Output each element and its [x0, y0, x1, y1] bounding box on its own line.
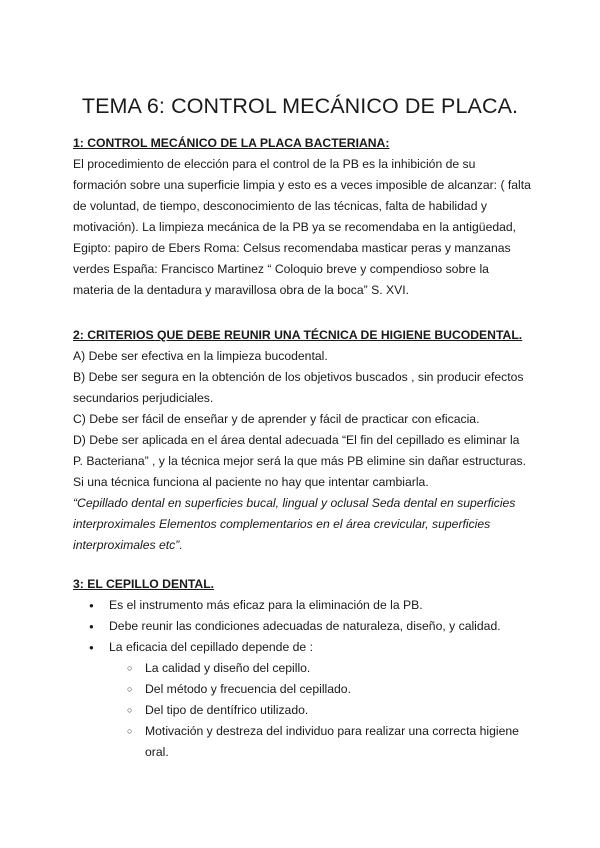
sub-bullet-item: ○ La calidad y diseño del cepillo. [73, 658, 543, 679]
paragraph-line: formación sobre una superficie limpia y esto es a veces imposible de alcanzar: ( falta [73, 178, 531, 192]
criterion-line: D) Debe ser aplicada en el área dental adecuada “El fin del cepillado es eliminar la [73, 433, 520, 447]
criterion-line: Si una técnica funciona al paciente no hay que intentar cambiarla. [73, 475, 429, 489]
bullet-item: ● La eficacia del cepillado depende de : [73, 637, 543, 658]
section-heading-2: 2: CRITERIOS QUE DEBE REUNIR UNA TÉCNICA DE HIGIENE BUCODENTAL. [73, 328, 523, 342]
sub-bullet-item: ○ Motivación y destreza del individuo para realizar una correcta higiene [73, 721, 543, 742]
section-heading-3: 3: EL CEPILLO DENTAL. [73, 577, 215, 591]
italic-note-line: interproximales etc”. [73, 538, 183, 552]
sub-bullet-list [73, 658, 543, 742]
bullet-item: ● Es el instrumento más eficaz para la eliminación de la PB. [73, 595, 543, 616]
sub-bullet-item: ○ Del tipo de dentífrico utilizado. [73, 700, 543, 721]
paragraph-line: de voluntad, de tiempo, desconocimiento de las técnicas, falta de habilidad y [73, 199, 487, 213]
bullet-item: ● Debe reunir las condiciones adecuadas de naturaleza, diseño, y calidad. [73, 616, 543, 637]
sub-bullet-continuation: oral. [145, 745, 169, 759]
paragraph-line: materia de la dentadura y maravillosa obra de la boca” S. XVI. [73, 283, 410, 297]
criterion-line: B) Debe ser segura en la obtención de los objetivos buscados , sin producir efectos [73, 370, 524, 384]
bullet-list [73, 595, 543, 658]
criterion-line: secundarios perjudiciales. [73, 391, 214, 405]
page-title: TEMA 6: CONTROL MECÁNICO DE PLACA. [81, 94, 519, 118]
criterion-line: C) Debe ser fácil de enseñar y de aprender y fácil de practicar con eficacia. [73, 412, 480, 426]
criterion-line: P. Bacteriana” , y la técnica mejor será la que más PB elimine sin dañar estructuras. [73, 454, 526, 468]
paragraph-line: verdes España: Francisco Martinez “ Coloquio breve y compendioso sobre la [73, 262, 489, 276]
section-cepillo-dental [73, 574, 543, 763]
paragraph-line: El procedimiento de elección para el control de la PB es la inhibición de su [73, 157, 476, 171]
section-control-mecanico [73, 133, 543, 301]
paragraph-line: motivación). La limpieza mecánica de la PB ya se recomendaba en la antigüedad, [73, 220, 517, 234]
section-heading-1: 1: CONTROL MECÁNICO DE LA PLACA BACTERIANA: [73, 136, 390, 150]
sub-bullet-item: ○ Del método y frecuencia del cepillado. [73, 679, 543, 700]
criterion-line: A) Debe ser efectiva en la limpieza bucodental. [73, 349, 328, 363]
italic-note-line: “Cepillado dental en superficies bucal, lingual y oclusal Seda dental en superficies [73, 496, 516, 510]
italic-note-line: interproximales Elementos complementarios en el área crevicular, superficies [73, 517, 491, 531]
paragraph-line: Egipto: papiro de Ebers Roma: Celsus recomendaba masticar peras y manzanas [73, 241, 511, 255]
section-criterios [73, 325, 543, 556]
